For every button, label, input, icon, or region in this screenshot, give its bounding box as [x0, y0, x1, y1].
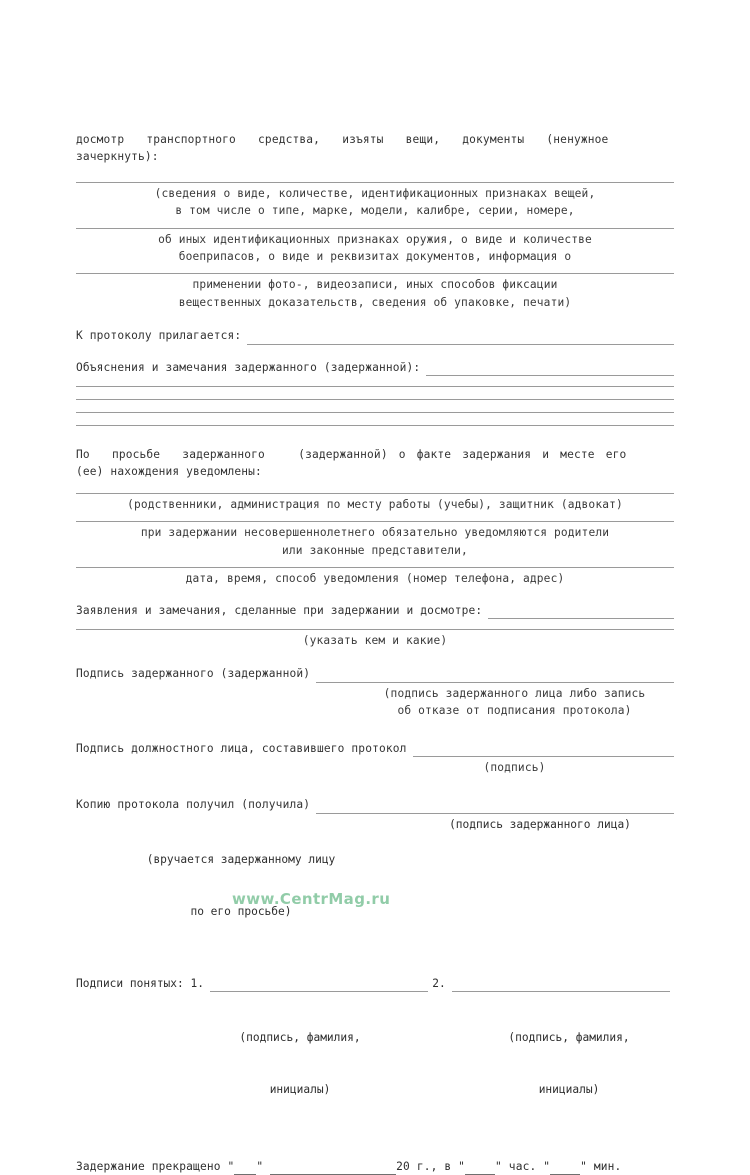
explanations-field-row	[76, 359, 674, 376]
witness-one-caption-2: инициалы)	[269, 1083, 331, 1097]
detention-ended-after-day: "	[256, 1159, 271, 1173]
official-signature-line[interactable]	[413, 743, 674, 757]
witness-two-signature-line[interactable]	[452, 978, 670, 992]
attached-field-row	[76, 327, 674, 344]
witness-two-caption	[464, 994, 674, 1133]
witness-two-caption-2: инициалы)	[538, 1083, 600, 1097]
notified-line-2: (ее) нахождения уведомлены:	[76, 465, 262, 479]
detainee-signature-line[interactable]	[316, 669, 674, 683]
statements-label: Заявления и замечания, сделанные при задержании и досмотре:	[76, 603, 483, 617]
notify-details-caption: дата, время, способ уведомления (номер телефона, адрес)	[185, 572, 565, 586]
witness-two-label: 2.	[432, 977, 446, 990]
detention-ended-prefix: Задержание прекращено "	[76, 1159, 235, 1173]
detainee-signature-label: Подпись задержанного (задержанной)	[76, 667, 311, 681]
intro-line-2: зачеркнуть):	[76, 150, 159, 164]
explanations-input-line[interactable]	[426, 362, 674, 376]
witnesses-label: Подписи понятых: 1.	[76, 977, 204, 990]
document-body	[76, 131, 674, 1175]
witness-one-caption	[184, 994, 416, 1133]
minor-notice-caption-1: при задержании несовершеннолетнего обязательно уведомляются родители	[140, 526, 610, 540]
site-watermark: www.CentrMag.ru	[232, 890, 391, 908]
detainee-signature-row	[76, 665, 674, 682]
detainee-signature-caption-2: об отказе от подписания протокола)	[397, 704, 632, 718]
minor-notice-caption-2: или законные представители,	[282, 543, 468, 557]
intro-line-1: досмотр транспортного средства, изъяты вещи, документы (ненужное	[76, 133, 609, 146]
items-info-caption-2: в том числе о типе, марке, модели, калибре, серии, номере,	[175, 204, 575, 218]
detention-ended-month-blank[interactable]	[270, 1163, 396, 1175]
witness-captions-row	[76, 994, 674, 1133]
handed-over-caption-1: (вручается задержанному лицу	[146, 852, 336, 866]
detention-ended-minutes-blank[interactable]	[550, 1163, 580, 1175]
copy-received-label: Копию протокола получил (получила)	[76, 798, 311, 812]
statements-input-line[interactable]	[488, 605, 674, 619]
official-signature-label: Подпись должностного лица, составившего протокол	[76, 741, 407, 755]
witness-two-caption-1: (подпись, фамилия,	[508, 1031, 630, 1045]
detention-ended-after-hours: " час. "	[495, 1159, 551, 1173]
detainee-person-sign-caption: (подпись задержанного лица)	[449, 817, 631, 831]
detention-ended-day-blank[interactable]	[234, 1163, 256, 1175]
media-info-caption-1: применении фото-, видеозаписи, иных способов фиксации	[192, 278, 558, 292]
handed-over-caption-2: по его просьбе)	[190, 904, 292, 918]
weapons-info-caption-1: об иных идентификационных признаках оружия, о виде и количестве	[158, 232, 592, 246]
attached-label: К протоколу прилагается:	[76, 329, 242, 343]
detainee-signature-caption-1: (подпись задержанного лица либо запись	[383, 686, 646, 700]
attached-input-line[interactable]	[247, 331, 674, 345]
copy-received-signature-line[interactable]	[316, 800, 674, 814]
handed-over-caption-group	[76, 816, 406, 955]
weapons-info-caption-2: боеприпасов, о виде и реквизитах документов, информация о	[178, 250, 572, 264]
official-signature-row	[76, 740, 674, 757]
copy-received-row	[76, 796, 674, 813]
witnesses-row	[76, 975, 674, 992]
witness-one-caption-1: (подпись, фамилия,	[239, 1031, 361, 1045]
copy-received-captions	[76, 816, 674, 955]
witness-one-signature-line[interactable]	[210, 978, 428, 992]
specify-who-what-caption: (указать кем и какие)	[302, 633, 448, 647]
notify-who-caption: (родственники, администрация по месту работы (учебы), защитник (адвокат)	[127, 497, 623, 511]
signature-caption: (подпись)	[483, 760, 546, 774]
statements-field-row	[76, 602, 674, 619]
media-info-caption-2: вещественных доказательств, сведения об упаковке, печати)	[178, 295, 572, 309]
notified-line-1: По просьбе задержанного (задержанной) о факте задержания и месте его	[76, 448, 627, 462]
detention-ended-after-minutes: " мин.	[580, 1159, 622, 1173]
detention-ended-row	[76, 1158, 674, 1175]
detention-ended-after-year: г., в "	[409, 1159, 466, 1173]
detention-ended-hours-blank[interactable]	[465, 1163, 495, 1175]
explanations-label: Объяснения и замечания задержанного (задержанной):	[76, 360, 421, 374]
items-info-caption-1: (сведения о виде, количестве, идентификационных признаках вещей,	[154, 186, 596, 200]
detention-ended-year: 20	[396, 1159, 410, 1173]
